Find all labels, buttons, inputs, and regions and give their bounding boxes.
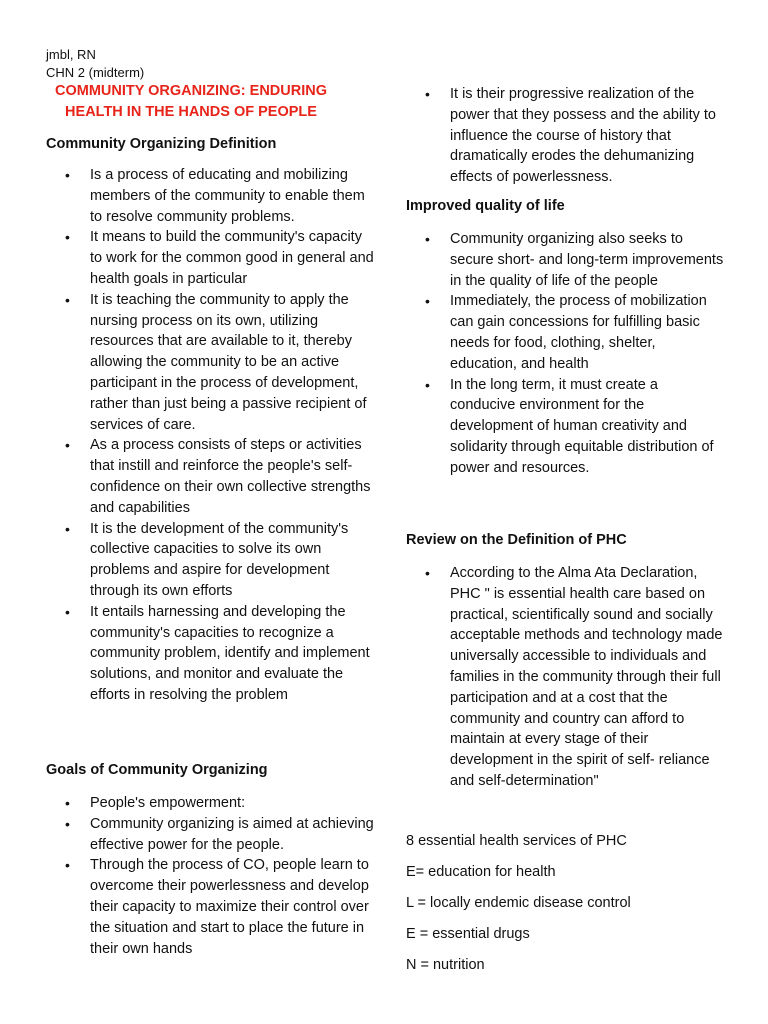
list-item: • Community organizing also seeks to secure short- and long-term improvements in the quality of life of the people [406, 229, 726, 291]
list-item: • It is the development of the community's collective capacities to solve its own problems and aspire for development through its own efforts [46, 519, 376, 602]
list-item: • Immediately, the process of mobilization can gain concessions for fulfilling basic needs for food, clothing, shelter, education, and health [406, 291, 726, 374]
continued-list [406, 84, 726, 188]
list-item: • According to the Alma Ata Declaration, PHC " is essential health care based on practical, scientifically sound and socially acceptable methods and technology made universally accessible to individuals and families in the community through their full participation and at a cost that the community and country can afford to maintain at every stage of their development in the spirit of self- reliance and self-determination" [406, 563, 728, 792]
document-title [46, 81, 336, 123]
list-item: • Is a process of educating and mobilizing members of the community to enable them to resolve community problems. [46, 165, 376, 227]
list-item: • It is teaching the community to apply the nursing process on its own, utilizing resources that are available to it, thereby allowing the community to be an active participant in the process of development, rather than just being a passive recipient of services of care. [46, 290, 376, 436]
list-item: • In the long term, it must create a conducive environment for the development of human creativity and solidarity through equitable distribution of power and resources. [406, 375, 726, 479]
quality-list [406, 229, 726, 479]
definition-heading: Community Organizing Definition [46, 136, 277, 152]
definition-list [46, 165, 376, 706]
list-item: • As a process consists of steps or activities that instill and reinforce the people's self-confidence on their own collective strengths and capabilities [46, 435, 376, 518]
service-line: N = nutrition [406, 957, 485, 973]
list-item: • It entails harnessing and developing the community's capacities to recognize a community problem, identify and implement solutions, and monitor and evaluate the efforts in resolving the problem [46, 602, 376, 706]
course-line: CHN 2 (midterm) [46, 65, 145, 80]
quality-heading: Improved quality of life [406, 198, 565, 214]
title-line-2: HEALTH IN THE HANDS OF PEOPLE [65, 104, 317, 120]
list-item: • It means to build the community's capacity to work for the common good in general and health goals in particular [46, 227, 376, 289]
service-line: E= education for health [406, 864, 556, 880]
list-item: • Community organizing is aimed at achieving effective power for the people. [46, 814, 376, 856]
phc-list [406, 563, 728, 792]
services-heading: 8 essential health services of PHC [406, 833, 627, 849]
list-item: • People's empowerment: [46, 793, 376, 814]
goals-list [46, 793, 376, 959]
author-line: jmbl, RN [46, 47, 96, 62]
phc-heading: Review on the Definition of PHC [406, 532, 627, 548]
list-item: • It is their progressive realization of the power that they possess and the ability to influence the course of history that dramatically erodes the dehumanizing effects of powerlessness. [406, 84, 726, 188]
title-line-1: COMMUNITY ORGANIZING: ENDURING [54, 83, 327, 99]
service-line: E = essential drugs [406, 926, 530, 942]
list-item: • Through the process of CO, people learn to overcome their powerlessness and develop their capacity to maximize their control over the situation and start to place the future in their own hands [46, 855, 376, 959]
service-line: L = locally endemic disease control [406, 895, 631, 911]
goals-heading: Goals of Community Organizing [46, 762, 268, 778]
